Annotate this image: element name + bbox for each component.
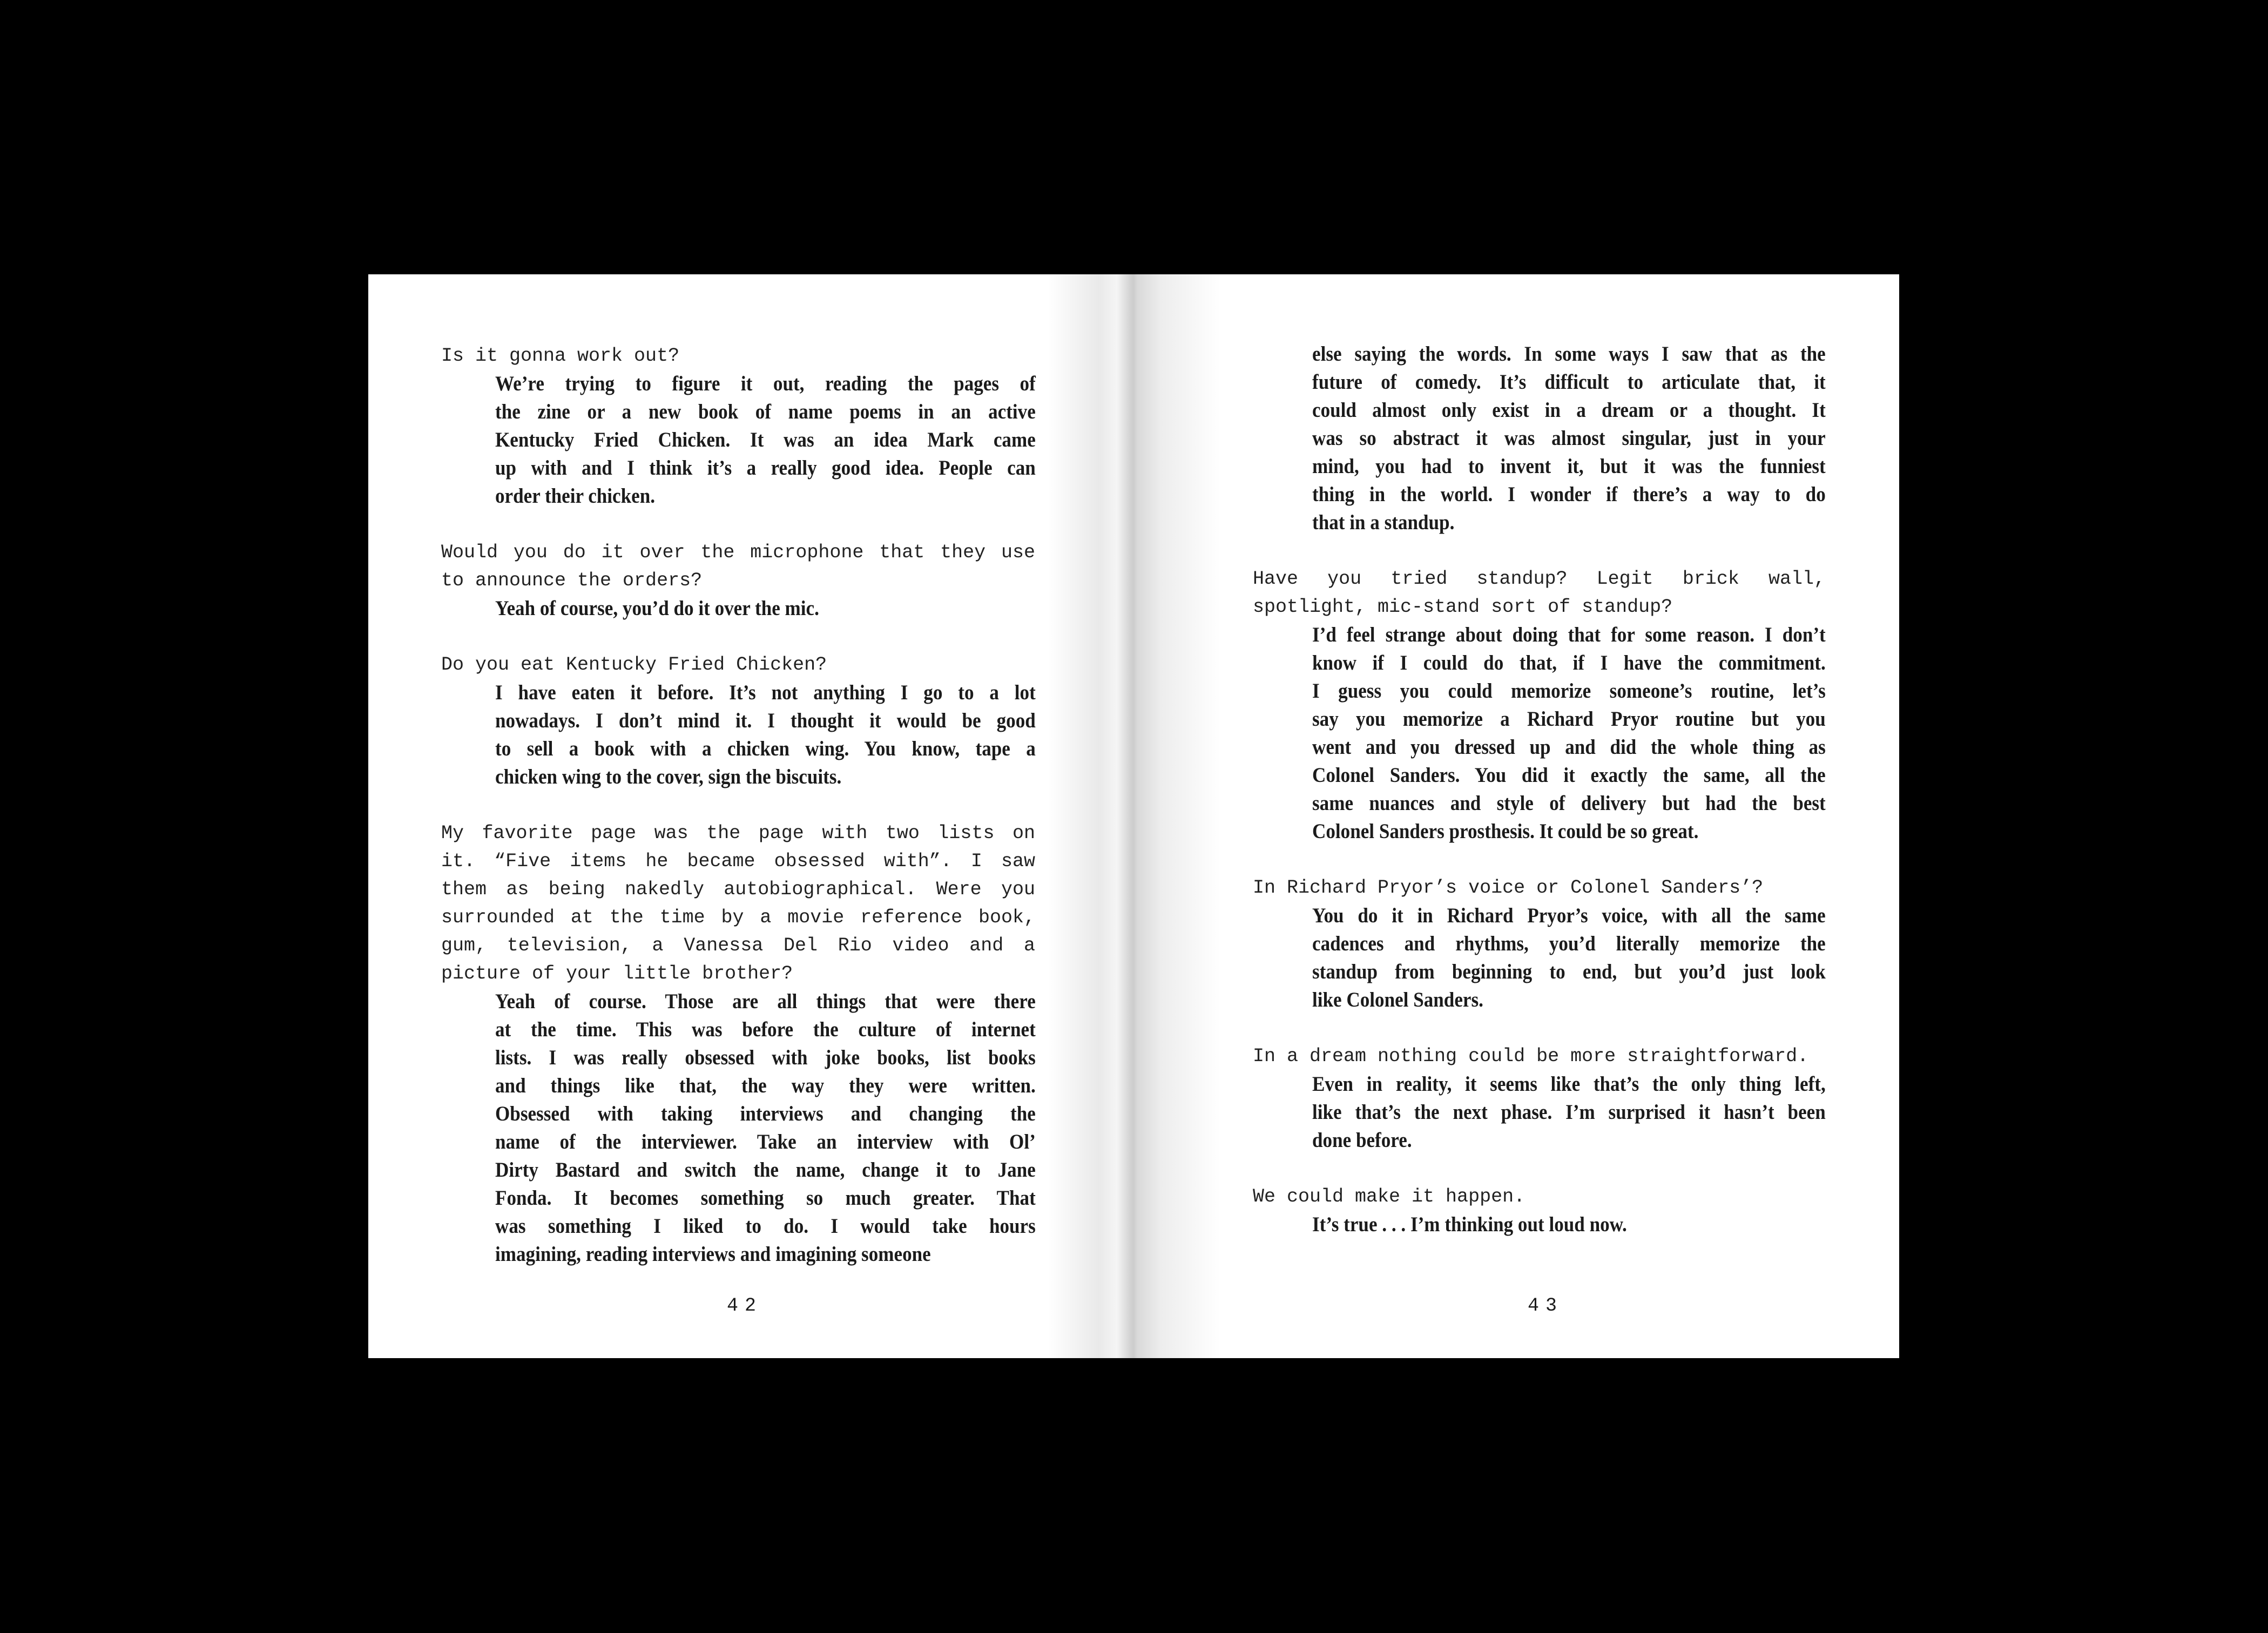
question-line: them as being nakedly autobiographical. Were you <box>441 879 1035 900</box>
answer-line: standup from beginning to end, but you’d just look <box>1312 960 1826 983</box>
answer-line: up with and I think it’s a really good idea. People can <box>495 456 1036 480</box>
question-block <box>1253 1183 1825 1211</box>
answer-line: was something I liked to do. I would take hours <box>495 1214 1036 1238</box>
answer-line: to sell a book with a chicken wing. You know, tape a <box>495 737 1036 760</box>
question-line: surrounded at the time by a movie reference book, <box>441 907 1035 928</box>
answer-line: and things like that, the way they were written. <box>495 1074 1036 1097</box>
answer-line: nowadays. I don’t mind it. I thought it would be good <box>495 709 1036 732</box>
book-spread <box>368 274 1899 1358</box>
answer-line: Yeah of course. Those are all things that were there <box>495 990 1036 1013</box>
answer-line: thing in the world. I wonder if there’s a way to do <box>1312 483 1826 506</box>
answer-line: Yeah of course, you’d do it over the mic. <box>495 597 819 620</box>
question-line: We could make it happen. <box>1253 1186 1526 1207</box>
answer-line: the zine or a new book of name poems in an active <box>495 400 1036 423</box>
question-block <box>441 342 1035 370</box>
answer-line: went and you dressed up and did the whole thing as <box>1312 735 1826 759</box>
answer-line: say you memorize a Richard Pryor routine but you <box>1312 707 1826 731</box>
answer-line: Kentucky Fried Chicken. It was an idea Mark came <box>495 428 1036 451</box>
question-block <box>1253 874 1825 902</box>
answer-line: Even in reality, it seems like that’s the only thing left, <box>1312 1072 1826 1096</box>
question-block <box>441 538 1035 595</box>
answer-line: You do it in Richard Pryor’s voice, with all the same <box>1312 904 1826 927</box>
answer-line: It’s true . . . I’m thinking out loud now. <box>1312 1213 1627 1236</box>
answer-block <box>1253 340 1825 537</box>
question-block <box>1253 1042 1825 1070</box>
page-right <box>1134 274 1899 1358</box>
question-line: gum, television, a Vanessa Del Rio video and a <box>441 935 1035 956</box>
answer-line: We’re trying to figure it out, reading the pages of <box>495 372 1036 395</box>
answer-line: chicken wing to the cover, sign the biscuits. <box>495 765 842 788</box>
answer-line: Obsessed with taking interviews and changing the <box>495 1102 1036 1125</box>
answer-line: else saying the words. In some ways I saw that as the <box>1312 342 1826 366</box>
question-block <box>441 819 1035 988</box>
answer-line: order their chicken. <box>495 484 656 508</box>
question-line: it. “Five items he became obsessed with”. I saw <box>441 851 1035 872</box>
question-line: Is it gonna work out? <box>441 345 680 367</box>
answer-line: at the time. This was before the culture of internet <box>495 1018 1036 1041</box>
answer-block <box>1253 621 1825 846</box>
answer-line: done before. <box>1312 1129 1412 1152</box>
page-number-right: 43 <box>1527 1295 1563 1317</box>
answer-line: Colonel Sanders. You did it exactly the same, all the <box>1312 764 1826 787</box>
answer-line: cadences and rhythms, you’d literally memorize the <box>1312 932 1826 955</box>
answer-block <box>441 679 1035 791</box>
answer-line: like Colonel Sanders. <box>1312 988 1483 1011</box>
answer-line: Dirty Bastard and switch the name, change it to Jane <box>495 1158 1036 1182</box>
answer-block <box>1253 1211 1825 1239</box>
answer-line: Fonda. It becomes something so much greater. That <box>495 1186 1036 1210</box>
question-line: to announce the orders? <box>441 570 703 591</box>
answer-block <box>441 370 1035 510</box>
question-line: spotlight, mic-stand sort of standup? <box>1253 596 1673 618</box>
answer-line: could almost only exist in a dream or a thought. It <box>1312 399 1826 422</box>
question-line: Do you eat Kentucky Fried Chicken? <box>441 654 827 676</box>
answer-line: know if I could do that, if I have the commitment. <box>1312 651 1826 674</box>
question-line: Have you tried standup? Legit brick wall, <box>1253 568 1825 590</box>
answer-line: same nuances and style of delivery but had the best <box>1312 792 1826 815</box>
question-line: In a dream nothing could be more straightforward. <box>1253 1045 1809 1067</box>
page-left <box>368 274 1134 1358</box>
answer-block <box>1253 902 1825 1014</box>
answer-line: Colonel Sanders prosthesis. It could be so great. <box>1312 820 1699 843</box>
answer-line: I have eaten it before. It’s not anything I go to a lot <box>495 681 1036 704</box>
answer-line: like that’s the next phase. I’m surprised it hasn’t been <box>1312 1101 1826 1124</box>
answer-line: that in a standup. <box>1312 511 1455 534</box>
question-line: My favorite page was the page with two lists on <box>441 822 1035 844</box>
answer-block <box>441 595 1035 623</box>
answer-line: mind, you had to invent it, but it was the funniest <box>1312 455 1826 478</box>
right-page-text <box>1253 340 1825 1239</box>
question-block <box>441 651 1035 679</box>
answer-line: name of the interviewer. Take an interview with Ol’ <box>495 1130 1036 1153</box>
answer-line: was so abstract it was almost singular, just in your <box>1312 427 1826 450</box>
answer-block <box>1253 1070 1825 1155</box>
question-line: picture of your little brother? <box>441 963 793 984</box>
answer-line: I’d feel strange about doing that for some reason. I don’t <box>1312 623 1826 646</box>
answer-line: future of comedy. It’s difficult to articulate that, it <box>1312 370 1826 394</box>
answer-line: I guess you could memorize someone’s routine, let’s <box>1312 679 1826 703</box>
question-line: Would you do it over the microphone that they use <box>441 542 1035 563</box>
answer-line: imagining, reading interviews and imagining someone <box>495 1243 931 1266</box>
answer-block <box>441 988 1035 1268</box>
question-block <box>1253 565 1825 621</box>
left-page-text <box>441 342 1035 1268</box>
question-line: In Richard Pryor’s voice or Colonel Sanders’? <box>1253 877 1764 899</box>
page-number-left: 42 <box>726 1295 762 1317</box>
answer-line: lists. I was really obsessed with joke books, list books <box>495 1046 1036 1069</box>
